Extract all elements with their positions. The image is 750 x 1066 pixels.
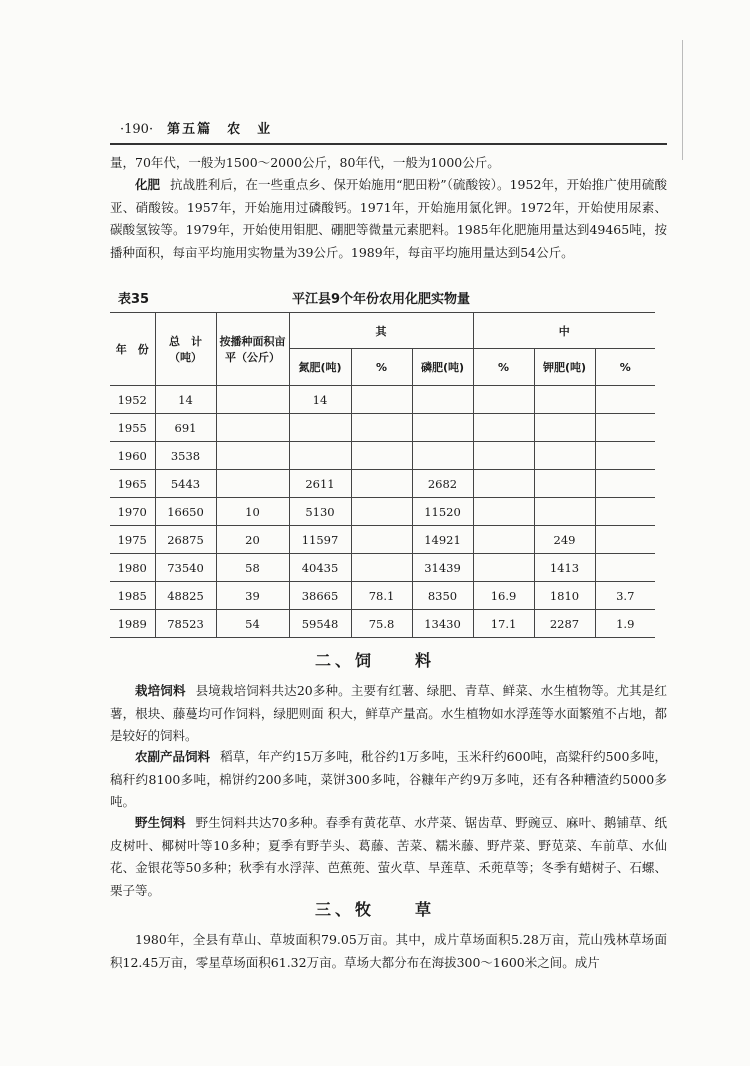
table-cell [534,442,595,470]
table-row [110,610,655,638]
table-cell: 16650 [155,498,216,526]
table-cell: 1.9 [595,610,655,638]
table-cell [473,526,534,554]
table-cell: 1975 [110,526,155,554]
table-cell [473,386,534,414]
table-cell [412,414,473,442]
table-cell: 26875 [155,526,216,554]
table-cell: 39 [216,582,289,610]
table-cell [473,414,534,442]
table-cell [595,470,655,498]
lead-term: 化肥 [135,177,161,192]
table-cell: 1980 [110,554,155,582]
header-total: 总 计（吨） [155,313,216,386]
table-cell [473,470,534,498]
table-cell: 20 [216,526,289,554]
table-cell: 14 [289,386,351,414]
lead-term: 栽培饲料 [135,683,186,698]
table-cell [534,498,595,526]
header-phosphate-pct: % [473,349,534,386]
table-cell: 5130 [289,498,351,526]
table-cell: 1413 [534,554,595,582]
scan-edge-line [682,40,683,160]
table-cell: 5443 [155,470,216,498]
table-cell: 54 [216,610,289,638]
table-cell: 1965 [110,470,155,498]
table-cell [595,526,655,554]
paragraph-continued: 量，70年代，一般为1500～2000公斤，80年代，一般为1000公斤。 [110,155,500,170]
table-cell [289,442,351,470]
table-cell [351,442,412,470]
table-cell: 78523 [155,610,216,638]
paragraph-byproduct-feed [110,746,667,814]
paragraph-text: 稻草，年产约15万多吨，秕谷约1万多吨，玉米秆约600吨，高粱秆约500多吨，稿秆约8100多吨，棉饼约200多吨，菜饼300多吨，谷糠年产约9万多吨，还有各种糟渣约5000多吨。 [110,749,667,809]
table-row [110,442,655,470]
table-cell: 59548 [289,610,351,638]
table-cell [595,498,655,526]
table-cell: 16.9 [473,582,534,610]
table-cell [595,554,655,582]
table-cell [534,386,595,414]
table-title: 平江县9个年份农用化肥实物量 [292,292,471,307]
paragraph-pasture: 1980年，全县有草山、草坡面积79.05万亩。其中，成片草场面积5.28万亩，荒山残林草场面积12.45万亩，零星草场面积61.32万亩。草场大都分布在海拔300～1600米之间。成片 [110,932,667,970]
table-cell: 1960 [110,442,155,470]
table-cell: 11520 [412,498,473,526]
table-row [110,526,655,554]
section-title-feed: 二、饲 料 [314,651,435,670]
table-cell: 1810 [534,582,595,610]
table-cell [216,442,289,470]
table-row [110,386,655,414]
paragraph-text: 抗战胜利后，在一些重点乡、保开始施用“肥田粉”（硫酸铵）。1952年，开始推广使用硫酸亚、硝酸铵。1957年，开始施用过磷酸钙。1971年，开始施用氯化钾。1972年，开始使用尿素、碳酸氢铵等。1979年，开始使用钼肥、硼肥等微量元素肥料。1985年化肥施用量达到49465吨，按播种面积，每亩平均施用实物量为39公斤。1989年，每亩平均施用量达到54公斤。 [110,177,667,260]
table-cell: 1970 [110,498,155,526]
table-cell [216,470,289,498]
table-cell: 3.7 [595,582,655,610]
table-cell [351,526,412,554]
header-rule [110,143,667,145]
paragraph-fertilizer [110,174,667,264]
table-cell [351,470,412,498]
table-row [110,554,655,582]
table-cell [289,414,351,442]
table-cell: 14921 [412,526,473,554]
header-year: 年 份 [110,313,155,386]
paragraph-text: 野生饲料共达70多种。春季有黄花草、水芹菜、锯齿草、野豌豆、麻叶、鹅铺草、纸皮树叶、椰树叶等10多种；夏季有野芋头、葛藤、苦菜、糯米藤、野芹菜、野苋菜、车前草、水仙花、金银花等50多种；秋季有水浮萍、芭蕉蔸、萤火草、旱莲草、禾蔸草等；冬季有蜡树子、石螺、栗子等。 [110,815,667,898]
table-cell [595,386,655,414]
table-cell: 75.8 [351,610,412,638]
table-cell [595,414,655,442]
table-cell [351,386,412,414]
table-cell: 40435 [289,554,351,582]
table-cell [534,470,595,498]
table-cell: 58 [216,554,289,582]
header-phosphate: 磷肥(吨) [412,349,473,386]
table-cell: 2682 [412,470,473,498]
table-cell: 1985 [110,582,155,610]
table-cell [412,442,473,470]
table-cell [534,414,595,442]
table-cell [473,442,534,470]
table-row [110,470,655,498]
table-cell: 78.1 [351,582,412,610]
table-cell: 2611 [289,470,351,498]
table-cell: 8350 [412,582,473,610]
table-label: 表35 [118,292,150,307]
table-cell: 691 [155,414,216,442]
table-cell: 73540 [155,554,216,582]
page-number: ·190· [120,122,154,137]
table-cell [595,442,655,470]
paragraph-wild-feed [110,812,667,902]
table-row [110,582,655,610]
table-cell [351,554,412,582]
running-header [120,118,272,137]
paragraph-text: 县境栽培饲料共达20多种。主要有红薯、绿肥、青草、鲜菜、水生植物等。尤其是红薯，根块、藤蔓均可作饲料，绿肥则面 积大，鲜草产量高。水生植物如水浮莲等水面繁殖不占地，都是较好的饲料。 [110,683,667,743]
table-cell: 2287 [534,610,595,638]
table-cell [473,554,534,582]
table-cell [351,414,412,442]
header-of-which-1: 其 [289,313,473,349]
table-cell: 38665 [289,582,351,610]
header-nitrogen: 氮肥(吨) [289,349,351,386]
table-cell: 249 [534,526,595,554]
section-title-pasture: 三、牧 草 [314,900,435,919]
table-cell: 1955 [110,414,155,442]
table-cell: 14 [155,386,216,414]
fertilizer-table [110,312,655,638]
header-potash-pct: % [595,349,655,386]
table-cell [216,386,289,414]
table-cell: 1989 [110,610,155,638]
lead-term: 农副产品饲料 [135,749,211,764]
table-cell: 11597 [289,526,351,554]
table-cell: 1952 [110,386,155,414]
header-per-mu: 按播种面积亩平（公斤） [216,313,289,386]
table-cell: 31439 [412,554,473,582]
header-nitrogen-pct: % [351,349,412,386]
chapter-title: 第五篇 农 业 [167,122,273,137]
table-cell [473,498,534,526]
table-cell: 48825 [155,582,216,610]
table-cell: 17.1 [473,610,534,638]
table-cell [351,498,412,526]
table-cell [216,414,289,442]
header-of-which-2: 中 [473,313,655,349]
table-cell: 10 [216,498,289,526]
table-row [110,498,655,526]
lead-term: 野生饲料 [135,815,186,830]
table-cell: 3538 [155,442,216,470]
paragraph-cultivated-feed [110,680,667,748]
table-row [110,414,655,442]
header-potash: 钾肥(吨) [534,349,595,386]
table-cell: 13430 [412,610,473,638]
table-cell [412,386,473,414]
